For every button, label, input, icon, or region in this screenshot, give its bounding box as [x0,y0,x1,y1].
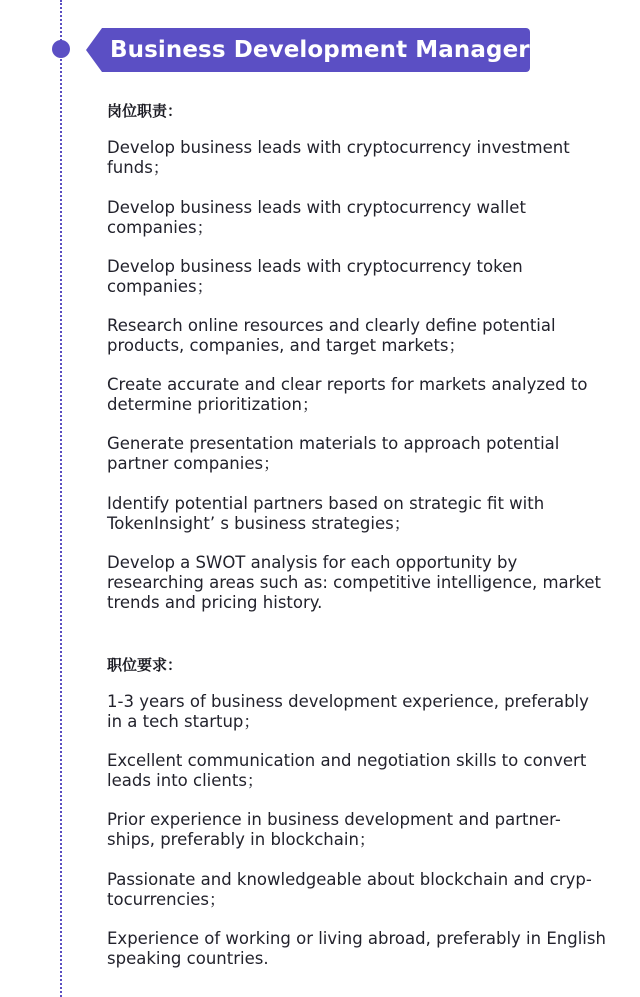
requirements-heading: 职位要求： [107,656,183,674]
requirement-item: Excellent communication and negotiation skills to convert leads into clients； [107,751,587,790]
timeline-dotted-line [60,0,62,997]
job-title: Business Development Manager [110,37,530,63]
requirement-item: Prior experience in business development and partner-ships, preferably in blockchain； [107,810,561,849]
requirement-item: Experience of working or living abroad, preferably in English speaking countries. [107,929,606,968]
banner-arrow-shape [86,28,102,72]
responsibility-item: Identify potential partners based on strategic fit with TokenInsight’ s business strategies； [107,494,545,533]
responsibility-item: Develop a SWOT analysis for each opportunity by researching areas such as: competitive intelligence, market trends and pricing history. [107,553,602,612]
requirement-item: Passionate and knowledgeable about blockchain and cryp-tocurrencies； [107,870,592,909]
responsibility-item: Create accurate and clear reports for markets analyzed to determine prioritization； [107,375,588,414]
timeline-dot [52,40,70,58]
title-banner [86,28,530,72]
responsibility-item: Develop business leads with cryptocurrency investment funds； [107,138,570,177]
responsibility-item: Develop business leads with cryptocurrency wallet companies； [107,198,526,237]
responsibilities-heading: 岗位职责： [107,102,183,120]
requirement-item: 1-3 years of business development experience, preferably in a tech startup； [107,692,589,731]
responsibility-item: Develop business leads with cryptocurrency token companies； [107,257,523,296]
responsibility-item: Research online resources and clearly define potential products, companies, and target markets； [107,316,556,355]
responsibility-item: Generate presentation materials to approach potential partner companies； [107,434,560,473]
